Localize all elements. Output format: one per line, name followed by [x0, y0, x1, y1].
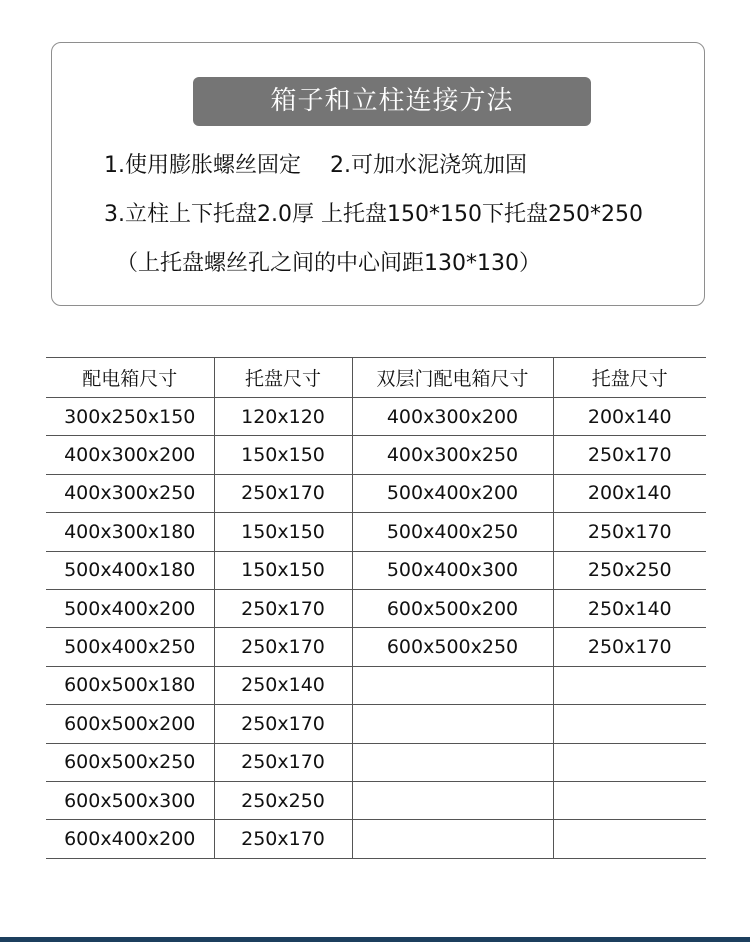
cell-double-door-tray-size: 200x140	[553, 398, 706, 436]
cell-tray-size: 250x250	[214, 781, 352, 819]
cell-box-size: 400x300x200	[46, 436, 214, 474]
cell-double-door-tray-size: 250x170	[553, 513, 706, 551]
cell-box-size: 600x500x180	[46, 666, 214, 704]
cell-tray-size: 150x150	[214, 551, 352, 589]
cell-box-size: 400x300x180	[46, 513, 214, 551]
cell-tray-size: 250x170	[214, 705, 352, 743]
cell-double-door-tray-size	[553, 743, 706, 781]
table-row	[46, 551, 706, 589]
table-row	[46, 743, 706, 781]
card-title: 箱子和立柱连接方法	[193, 77, 591, 126]
header-double-door-tray-size: 托盘尺寸	[553, 358, 706, 398]
cell-tray-size: 150x150	[214, 436, 352, 474]
note-line-1: 1.使用膨胀螺丝固定 2.可加水泥浇筑加固	[104, 153, 527, 178]
table-row	[46, 513, 706, 551]
table-row	[46, 705, 706, 743]
cell-double-door-box-size: 500x400x250	[352, 513, 553, 551]
cell-tray-size: 250x170	[214, 628, 352, 666]
cell-double-door-tray-size	[553, 705, 706, 743]
cell-box-size: 600x500x300	[46, 781, 214, 819]
cell-tray-size: 250x170	[214, 474, 352, 512]
cell-double-door-box-size: 400x300x200	[352, 398, 553, 436]
cell-tray-size: 150x150	[214, 513, 352, 551]
header-tray-size: 托盘尺寸	[214, 358, 352, 398]
cell-double-door-tray-size	[553, 820, 706, 858]
note-line-3: （上托盘螺丝孔之间的中心间距130*130）	[116, 251, 541, 276]
cell-box-size: 300x250x150	[46, 398, 214, 436]
table-row	[46, 628, 706, 666]
cell-tray-size: 250x170	[214, 820, 352, 858]
table-row	[46, 820, 706, 858]
table-header-row	[46, 358, 706, 398]
cell-box-size: 500x400x200	[46, 589, 214, 627]
table-row	[46, 474, 706, 512]
table-row	[46, 436, 706, 474]
table-row	[46, 666, 706, 704]
cell-double-door-box-size	[352, 820, 553, 858]
size-spec-table	[46, 357, 706, 859]
table-row	[46, 781, 706, 819]
table-row	[46, 589, 706, 627]
cell-double-door-tray-size	[553, 781, 706, 819]
bottom-accent-bar	[0, 937, 750, 942]
cell-double-door-box-size	[352, 743, 553, 781]
header-box-size: 配电箱尺寸	[46, 358, 214, 398]
cell-double-door-tray-size	[553, 666, 706, 704]
cell-double-door-tray-size: 200x140	[553, 474, 706, 512]
cell-tray-size: 250x170	[214, 743, 352, 781]
cell-tray-size: 250x140	[214, 666, 352, 704]
cell-double-door-box-size: 600x500x250	[352, 628, 553, 666]
cell-box-size: 600x500x200	[46, 705, 214, 743]
table-body	[46, 398, 706, 859]
cell-double-door-box-size: 400x300x250	[352, 436, 553, 474]
installation-notes-card	[51, 42, 705, 306]
header-double-door-box-size: 双层门配电箱尺寸	[352, 358, 553, 398]
cell-double-door-box-size: 500x400x200	[352, 474, 553, 512]
cell-box-size: 400x300x250	[46, 474, 214, 512]
cell-box-size: 600x400x200	[46, 820, 214, 858]
cell-box-size: 500x400x250	[46, 628, 214, 666]
cell-double-door-tray-size: 250x170	[553, 628, 706, 666]
table-row	[46, 398, 706, 436]
cell-tray-size: 250x170	[214, 589, 352, 627]
cell-double-door-tray-size: 250x140	[553, 589, 706, 627]
cell-double-door-box-size: 600x500x200	[352, 589, 553, 627]
cell-tray-size: 120x120	[214, 398, 352, 436]
cell-double-door-tray-size: 250x250	[553, 551, 706, 589]
cell-double-door-box-size	[352, 666, 553, 704]
cell-double-door-box-size: 500x400x300	[352, 551, 553, 589]
cell-box-size: 500x400x180	[46, 551, 214, 589]
cell-double-door-box-size	[352, 781, 553, 819]
cell-box-size: 600x500x250	[46, 743, 214, 781]
note-line-2: 3.立柱上下托盘2.0厚 上托盘150*150下托盘250*250	[104, 202, 643, 227]
cell-double-door-box-size	[352, 705, 553, 743]
cell-double-door-tray-size: 250x170	[553, 436, 706, 474]
